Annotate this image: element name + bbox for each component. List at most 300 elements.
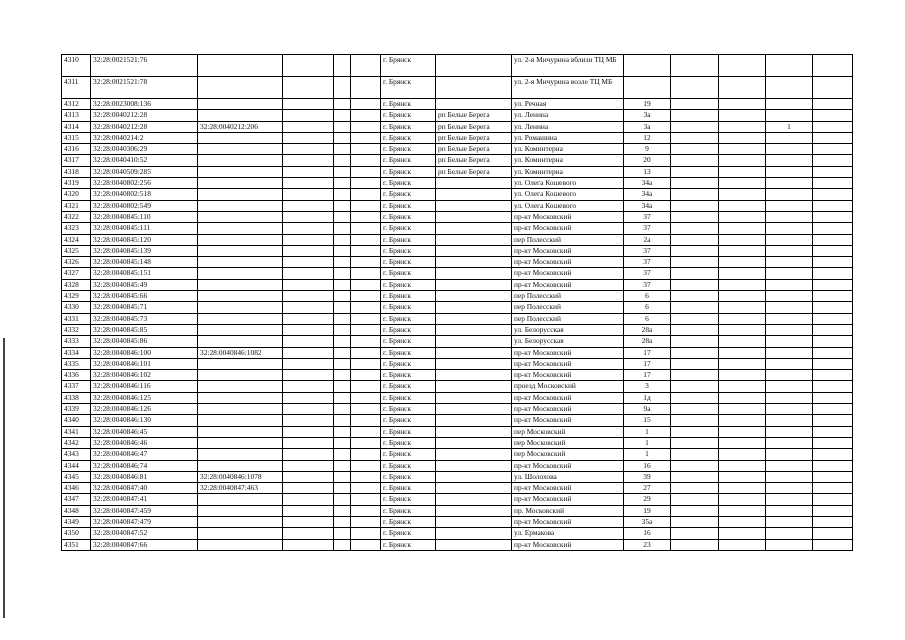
empty-cell: [671, 99, 719, 110]
linked-cadastral-number-cell: [198, 392, 283, 403]
house-number-cell: 17: [624, 347, 671, 358]
street-cell: ул. Коминтерна: [512, 155, 624, 166]
cadastral-number-cell: 32:28:0040846:74: [91, 460, 198, 471]
empty-cell: [671, 245, 719, 256]
empty-cell: [671, 460, 719, 471]
house-number-cell: 13: [624, 166, 671, 177]
city-cell: г. Брянск: [381, 155, 436, 166]
empty-cell: [813, 279, 853, 290]
empty-cell: [813, 324, 853, 335]
empty-cell: [671, 279, 719, 290]
empty-cell: [671, 516, 719, 527]
empty-cell: [283, 437, 334, 448]
linked-cadastral-number-cell: [198, 77, 283, 99]
table-row: [62, 528, 853, 539]
district-cell: [436, 392, 512, 403]
table-row: [62, 358, 853, 369]
extra-value-cell: [766, 99, 813, 110]
empty-cell: [719, 211, 766, 222]
house-number-cell: 1: [624, 426, 671, 437]
district-cell: [436, 404, 512, 415]
house-number-cell: 19: [624, 505, 671, 516]
cadastral-number-cell: 32:28:0040212:28: [91, 121, 198, 132]
house-number-cell: 1: [624, 437, 671, 448]
house-number-cell: 1д: [624, 392, 671, 403]
linked-cadastral-number-cell: [198, 505, 283, 516]
empty-cell: [283, 313, 334, 324]
empty-cell: [813, 483, 853, 494]
row-number-cell: 4334: [62, 347, 91, 358]
table-row: [62, 302, 853, 313]
street-cell: ул. Коминтерна: [512, 166, 624, 177]
house-number-cell: 12: [624, 132, 671, 143]
district-cell: рп Белые Берега: [436, 121, 512, 132]
empty-cell: [719, 539, 766, 550]
house-number-cell: 6: [624, 313, 671, 324]
extra-value-cell: [766, 234, 813, 245]
table-row: [62, 313, 853, 324]
table-row: [62, 155, 853, 166]
cadastral-number-cell: 32:28:0040847:41: [91, 494, 198, 505]
house-number-cell: 34а: [624, 178, 671, 189]
empty-cell: [813, 449, 853, 460]
linked-cadastral-number-cell: [198, 257, 283, 268]
street-cell: проезд Московский: [512, 381, 624, 392]
empty-cell: [283, 505, 334, 516]
table-row: [62, 483, 853, 494]
extra-value-cell: [766, 370, 813, 381]
district-cell: [436, 437, 512, 448]
empty-cell: [813, 234, 853, 245]
empty-cell: [283, 110, 334, 121]
house-number-cell: 35а: [624, 516, 671, 527]
empty-cell: [719, 99, 766, 110]
house-number-cell: 34а: [624, 200, 671, 211]
extra-value-cell: [766, 460, 813, 471]
empty-cell: [671, 415, 719, 426]
table-row: [62, 381, 853, 392]
street-cell: ул. Коминтерна: [512, 144, 624, 155]
empty-cell: [351, 313, 381, 324]
street-cell: ул. Белорусская: [512, 336, 624, 347]
district-cell: [436, 381, 512, 392]
extra-value-cell: [766, 245, 813, 256]
district-cell: [436, 449, 512, 460]
empty-cell: [671, 178, 719, 189]
cadastral-number-cell: 32:28:0040846:130: [91, 415, 198, 426]
empty-cell: [671, 381, 719, 392]
table-row: [62, 392, 853, 403]
empty-cell: [334, 144, 351, 155]
empty-cell: [351, 471, 381, 482]
house-number-cell: 37: [624, 268, 671, 279]
house-number-cell: 17: [624, 370, 671, 381]
empty-cell: [351, 121, 381, 132]
street-cell: пр-кт Московский: [512, 257, 624, 268]
empty-cell: [351, 189, 381, 200]
linked-cadastral-number-cell: [198, 155, 283, 166]
empty-cell: [283, 404, 334, 415]
cadastral-number-cell: 32:28:0021521:76: [91, 55, 198, 77]
street-cell: пер Полесский: [512, 291, 624, 302]
empty-cell: [283, 336, 334, 347]
house-number-cell: 37: [624, 223, 671, 234]
row-number-cell: 4316: [62, 144, 91, 155]
district-cell: [436, 313, 512, 324]
extra-value-cell: [766, 223, 813, 234]
district-cell: [436, 268, 512, 279]
district-cell: [436, 324, 512, 335]
table-row: [62, 426, 853, 437]
extra-value-cell: [766, 528, 813, 539]
city-cell: г. Брянск: [381, 211, 436, 222]
district-cell: [436, 55, 512, 77]
row-number-cell: 4339: [62, 404, 91, 415]
linked-cadastral-number-cell: 32:28:0040847:463: [198, 483, 283, 494]
empty-cell: [719, 268, 766, 279]
street-cell: ул. Шолохова: [512, 471, 624, 482]
table-row: [62, 200, 853, 211]
house-number-cell: 3: [624, 381, 671, 392]
street-cell: пр-кт Московский: [512, 516, 624, 527]
empty-cell: [813, 178, 853, 189]
cadastral-number-cell: 32:28:0040846:81: [91, 471, 198, 482]
city-cell: г. Брянск: [381, 200, 436, 211]
empty-cell: [813, 381, 853, 392]
district-cell: [436, 178, 512, 189]
city-cell: г. Брянск: [381, 404, 436, 415]
row-number-cell: 4325: [62, 245, 91, 256]
empty-cell: [719, 200, 766, 211]
cadastral-number-cell: 32:28:0040845:110: [91, 211, 198, 222]
house-number-cell: 37: [624, 257, 671, 268]
street-cell: пер Полесский: [512, 313, 624, 324]
row-number-cell: 4333: [62, 336, 91, 347]
linked-cadastral-number-cell: [198, 223, 283, 234]
empty-cell: [351, 178, 381, 189]
street-cell: пр-кт Московский: [512, 404, 624, 415]
street-cell: ул. Олега Кошевого: [512, 178, 624, 189]
linked-cadastral-number-cell: [198, 528, 283, 539]
city-cell: г. Брянск: [381, 539, 436, 550]
empty-cell: [283, 77, 334, 99]
empty-cell: [719, 494, 766, 505]
cadastral-number-cell: 32:28:0040802:256: [91, 178, 198, 189]
empty-cell: [283, 144, 334, 155]
street-cell: ул. Ромашина: [512, 132, 624, 143]
empty-cell: [671, 77, 719, 99]
empty-cell: [283, 166, 334, 177]
empty-cell: [334, 291, 351, 302]
empty-cell: [719, 505, 766, 516]
house-number-cell: 19: [624, 99, 671, 110]
empty-cell: [671, 426, 719, 437]
house-number-cell: 37: [624, 279, 671, 290]
city-cell: г. Брянск: [381, 415, 436, 426]
empty-cell: [351, 392, 381, 403]
cadastral-number-cell: 32:28:0040846:47: [91, 449, 198, 460]
empty-cell: [719, 166, 766, 177]
empty-cell: [334, 99, 351, 110]
row-number-cell: 4329: [62, 291, 91, 302]
empty-cell: [334, 110, 351, 121]
table-row: [62, 268, 853, 279]
cadastral-number-cell: 32:28:0040214:2: [91, 132, 198, 143]
empty-cell: [334, 234, 351, 245]
empty-cell: [351, 494, 381, 505]
district-cell: [436, 336, 512, 347]
table-row: [62, 539, 853, 550]
linked-cadastral-number-cell: [198, 313, 283, 324]
empty-cell: [813, 144, 853, 155]
empty-cell: [351, 245, 381, 256]
street-cell: пр-кт Московский: [512, 392, 624, 403]
street-cell: пр-кт Московский: [512, 279, 624, 290]
empty-cell: [283, 121, 334, 132]
linked-cadastral-number-cell: [198, 449, 283, 460]
empty-cell: [283, 358, 334, 369]
empty-cell: [334, 483, 351, 494]
extra-value-cell: [766, 279, 813, 290]
row-number-cell: 4313: [62, 110, 91, 121]
empty-cell: [283, 291, 334, 302]
linked-cadastral-number-cell: [198, 539, 283, 550]
city-cell: г. Брянск: [381, 449, 436, 460]
extra-value-cell: [766, 55, 813, 77]
street-cell: ул. Олега Кошевого: [512, 189, 624, 200]
empty-cell: [719, 381, 766, 392]
empty-cell: [334, 449, 351, 460]
empty-cell: [671, 471, 719, 482]
empty-cell: [813, 426, 853, 437]
empty-cell: [671, 539, 719, 550]
empty-cell: [283, 392, 334, 403]
empty-cell: [334, 392, 351, 403]
empty-cell: [671, 437, 719, 448]
city-cell: г. Брянск: [381, 370, 436, 381]
extra-value-cell: [766, 539, 813, 550]
cadastral-number-cell: 32:28:0040846:125: [91, 392, 198, 403]
empty-cell: [813, 505, 853, 516]
empty-cell: [671, 483, 719, 494]
empty-cell: [813, 471, 853, 482]
city-cell: г. Брянск: [381, 392, 436, 403]
street-cell: пр. Московский: [512, 505, 624, 516]
empty-cell: [719, 257, 766, 268]
cadastral-number-cell: 32:28:0040845:111: [91, 223, 198, 234]
empty-cell: [813, 155, 853, 166]
extra-value-cell: [766, 200, 813, 211]
extra-value-cell: [766, 268, 813, 279]
district-cell: [436, 291, 512, 302]
empty-cell: [671, 404, 719, 415]
district-cell: рп Белые Берега: [436, 166, 512, 177]
extra-value-cell: [766, 426, 813, 437]
house-number-cell: 20: [624, 155, 671, 166]
extra-value-cell: [766, 144, 813, 155]
empty-cell: [813, 347, 853, 358]
city-cell: г. Брянск: [381, 324, 436, 335]
empty-cell: [334, 155, 351, 166]
linked-cadastral-number-cell: [198, 166, 283, 177]
empty-cell: [351, 291, 381, 302]
extra-value-cell: [766, 494, 813, 505]
empty-cell: [351, 77, 381, 99]
empty-cell: [719, 189, 766, 200]
table-row: [62, 449, 853, 460]
cadastral-number-cell: 32:28:0040847:459: [91, 505, 198, 516]
empty-cell: [813, 358, 853, 369]
table-row: [62, 99, 853, 110]
district-cell: [436, 460, 512, 471]
row-number-cell: 4330: [62, 302, 91, 313]
city-cell: г. Брянск: [381, 77, 436, 99]
empty-cell: [719, 460, 766, 471]
empty-cell: [283, 539, 334, 550]
district-cell: рп Белые Берега: [436, 110, 512, 121]
linked-cadastral-number-cell: [198, 336, 283, 347]
table-row: [62, 189, 853, 200]
extra-value-cell: [766, 166, 813, 177]
city-cell: г. Брянск: [381, 302, 436, 313]
empty-cell: [351, 528, 381, 539]
cadastral-number-cell: 32:28:0040845:71: [91, 302, 198, 313]
empty-cell: [283, 494, 334, 505]
empty-cell: [813, 404, 853, 415]
empty-cell: [719, 178, 766, 189]
empty-cell: [351, 144, 381, 155]
empty-cell: [351, 415, 381, 426]
empty-cell: [719, 426, 766, 437]
linked-cadastral-number-cell: [198, 302, 283, 313]
empty-cell: [283, 132, 334, 143]
extra-value-cell: 1: [766, 121, 813, 132]
street-cell: пр-кт Московский: [512, 370, 624, 381]
linked-cadastral-number-cell: 32:28:0040212:206: [198, 121, 283, 132]
street-cell: пр-кт Московский: [512, 268, 624, 279]
row-number-cell: 4326: [62, 257, 91, 268]
row-number-cell: 4314: [62, 121, 91, 132]
row-number-cell: 4321: [62, 200, 91, 211]
street-cell: пер Полесский: [512, 234, 624, 245]
empty-cell: [813, 189, 853, 200]
cadastral-number-cell: 32:28:0040845:85: [91, 324, 198, 335]
row-number-cell: 4320: [62, 189, 91, 200]
empty-cell: [334, 539, 351, 550]
empty-cell: [671, 223, 719, 234]
empty-cell: [719, 528, 766, 539]
row-number-cell: 4350: [62, 528, 91, 539]
empty-cell: [719, 471, 766, 482]
extra-value-cell: [766, 392, 813, 403]
row-number-cell: 4344: [62, 460, 91, 471]
empty-cell: [671, 528, 719, 539]
city-cell: г. Брянск: [381, 505, 436, 516]
district-cell: [436, 370, 512, 381]
scan-edge-mark: [3, 338, 5, 618]
empty-cell: [813, 291, 853, 302]
empty-cell: [283, 234, 334, 245]
cadastral-number-cell: 32:28:0040802:518: [91, 189, 198, 200]
cadastral-number-cell: 32:28:0040846:46: [91, 437, 198, 448]
empty-cell: [351, 404, 381, 415]
house-number-cell: 2а: [624, 234, 671, 245]
house-number-cell: 1: [624, 449, 671, 460]
city-cell: г. Брянск: [381, 437, 436, 448]
cadastral-number-cell: 32:28:0040847:66: [91, 539, 198, 550]
extra-value-cell: [766, 483, 813, 494]
empty-cell: [334, 381, 351, 392]
street-cell: пр-кт Московский: [512, 483, 624, 494]
city-cell: г. Брянск: [381, 460, 436, 471]
extra-value-cell: [766, 291, 813, 302]
extra-value-cell: [766, 471, 813, 482]
empty-cell: [813, 223, 853, 234]
street-cell: ул. Ермакова: [512, 528, 624, 539]
empty-cell: [719, 404, 766, 415]
empty-cell: [283, 449, 334, 460]
empty-cell: [334, 55, 351, 77]
house-number-cell: 16: [624, 460, 671, 471]
empty-cell: [813, 55, 853, 77]
cadastral-register-table: [61, 54, 853, 551]
table-row: [62, 166, 853, 177]
district-cell: [436, 528, 512, 539]
extra-value-cell: [766, 211, 813, 222]
cadastral-number-cell: 32:28:0040845:151: [91, 268, 198, 279]
street-cell: ул. Речная: [512, 99, 624, 110]
cadastral-number-cell: 32:28:0040212:28: [91, 110, 198, 121]
linked-cadastral-number-cell: [198, 132, 283, 143]
empty-cell: [351, 211, 381, 222]
row-number-cell: 4346: [62, 483, 91, 494]
cadastral-number-cell: 32:28:0040846:101: [91, 358, 198, 369]
city-cell: г. Брянск: [381, 426, 436, 437]
empty-cell: [813, 516, 853, 527]
empty-cell: [351, 166, 381, 177]
cadastral-number-cell: 32:28:0040846:100: [91, 347, 198, 358]
empty-cell: [334, 324, 351, 335]
city-cell: г. Брянск: [381, 347, 436, 358]
row-number-cell: 4328: [62, 279, 91, 290]
linked-cadastral-number-cell: [198, 268, 283, 279]
empty-cell: [334, 132, 351, 143]
empty-cell: [351, 302, 381, 313]
row-number-cell: 4342: [62, 437, 91, 448]
row-number-cell: 4335: [62, 358, 91, 369]
empty-cell: [719, 336, 766, 347]
linked-cadastral-number-cell: [198, 55, 283, 77]
empty-cell: [719, 437, 766, 448]
district-cell: [436, 234, 512, 245]
street-cell: пер Полесский: [512, 302, 624, 313]
empty-cell: [671, 144, 719, 155]
empty-cell: [283, 99, 334, 110]
empty-cell: [671, 166, 719, 177]
table-row: [62, 324, 853, 335]
empty-cell: [334, 404, 351, 415]
empty-cell: [671, 392, 719, 403]
district-cell: [436, 200, 512, 211]
table-row: [62, 494, 853, 505]
empty-cell: [813, 110, 853, 121]
table-row: [62, 415, 853, 426]
street-cell: пер Московский: [512, 449, 624, 460]
row-number-cell: 4327: [62, 268, 91, 279]
table-row: [62, 110, 853, 121]
cadastral-number-cell: 32:28:0040846:102: [91, 370, 198, 381]
linked-cadastral-number-cell: [198, 200, 283, 211]
